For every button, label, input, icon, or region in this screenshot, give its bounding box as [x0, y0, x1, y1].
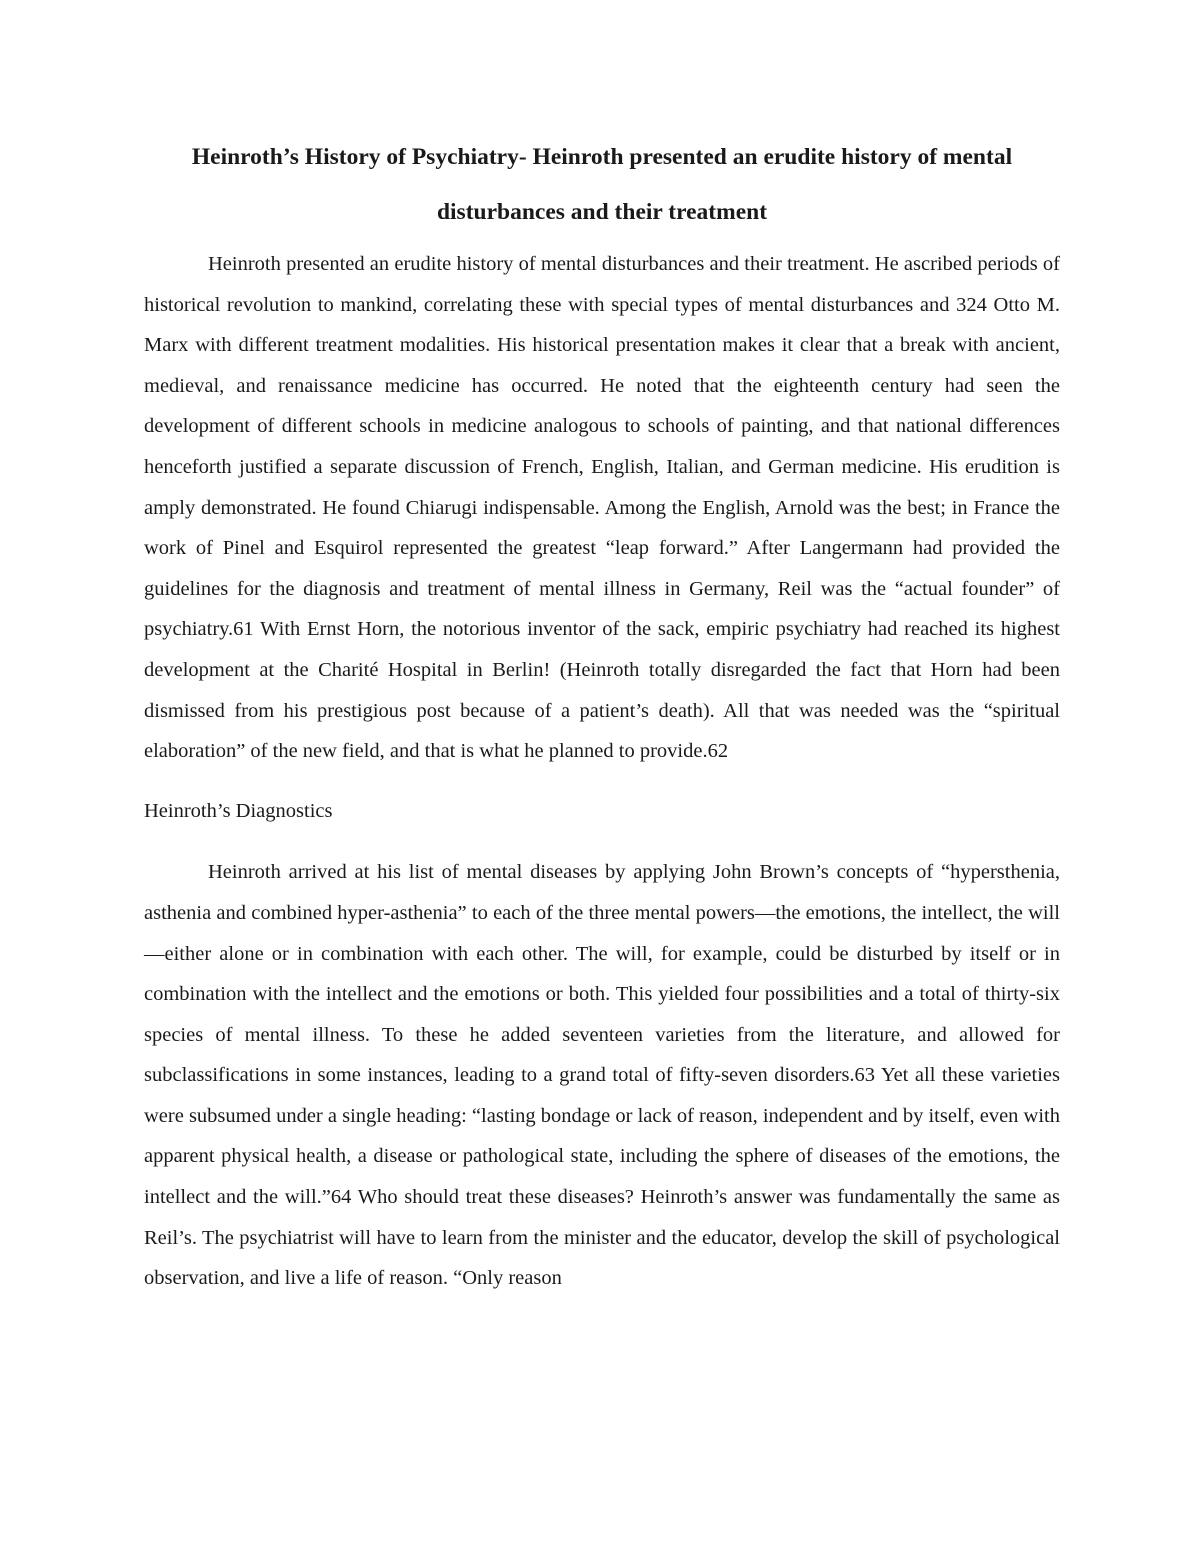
section-heading-diagnostics: Heinroth’s Diagnostics: [144, 799, 333, 822]
document-page: [144, 130, 1060, 1299]
document-title: Heinroth’s History of Psychiatry- Heinroth presented an erudite history of mental disturbances and their treatment: [191, 144, 1013, 225]
body-paragraph-diagnostics: Heinroth arrived at his list of mental diseases by applying John Brown’s concepts of “hypersthenia, asthenia and combined hyper-asthenia” to each of the three mental powers—the emotions, the intellect, the will—either alone or in combination with each other. The will, for example, could be disturbed by itself or in combination with the intellect and the emotions or both. This yielded four possibilities and a total of thirty-six species of mental illness. To these he added seventeen varieties from the literature, and allowed for subclassifications in some instances, leading to a grand total of fifty-seven disorders.63 Yet all these varieties were subsumed under a single heading: “lasting bondage or lack of reason, independent and by itself, even with apparent physical health, a disease or pathological state, including the sphere of diseases of the emotions, the intellect and the will.”64 Who should treat these diseases? Heinroth’s answer was fundamentally the same as Reil’s. The psychiatrist will have to learn from the minister and the educator, develop the skill of psychological observation, and live a life of reason. “Only reason: [144, 861, 1060, 1290]
body-paragraph-history: Heinroth presented an erudite history of mental disturbances and their treatment. He ascribed periods of historical revolution to mankind, correlating these with special types of mental disturbances and 324 Otto M. Marx with different treatment modalities. His historical presentation makes it clear that a break with ancient, medieval, and renaissance medicine has occurred. He noted that the eighteenth century had seen the development of different schools in medicine analogous to schools of painting, and that national differences henceforth justified a separate discussion of French, English, Italian, and German medicine. His erudition is amply demonstrated. He found Chiarugi indispensable. Among the English, Arnold was the best; in France the work of Pinel and Esquirol represented the greatest “leap forward.” After Langermann had provided the guidelines for the diagnosis and treatment of mental illness in Germany, Reil was the “actual founder” of psychiatry.61 With Ernst Horn, the notorious inventor of the sack, empiric psychiatry had reached its highest development at the Charité Hospital in Berlin! (Heinroth totally disregarded the fact that Horn had been dismissed from his prestigious post because of a patient’s death). All that was needed was the “spiritual elaboration” of the new field, and that is what he planned to provide.62: [144, 253, 1060, 763]
